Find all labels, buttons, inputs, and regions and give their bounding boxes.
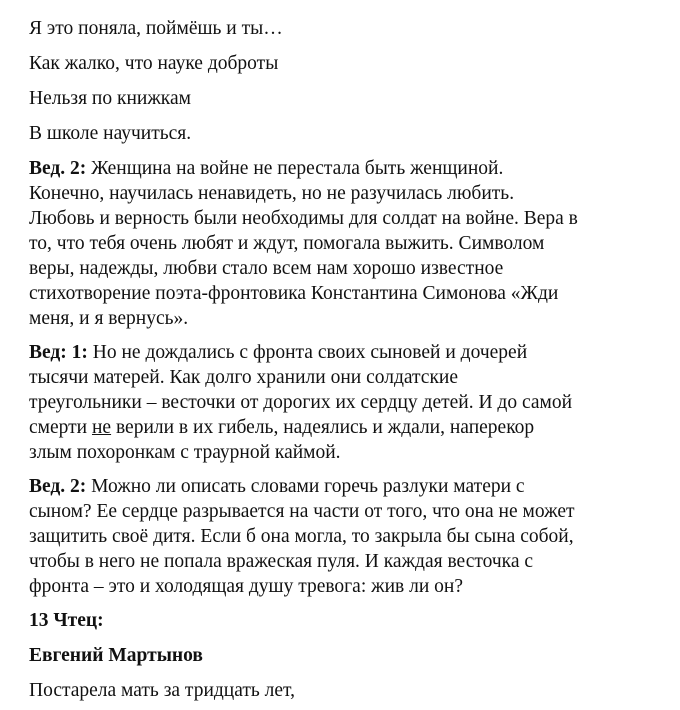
paragraph-presenter-2a [29, 156, 674, 331]
paragraph-presenter-2b [29, 474, 674, 599]
verse-intro [29, 16, 674, 146]
paragraph-text: Можно ли описать словами горечь разлуки матери с [86, 476, 525, 497]
verse-line: Я это поняла, поймёшь и ты… [29, 18, 283, 39]
paragraph-text-underlined-line [29, 415, 674, 440]
text-after: верили в их гибель, надеялись и ждали, наперекор [111, 417, 535, 438]
author-heading: Евгений Мартынов [29, 645, 203, 666]
text-before: смерти [29, 417, 92, 438]
paragraph-text: сыном? Ее сердце разрывается на части от того, что она не может [29, 501, 575, 522]
paragraph-text: фронта – это и холодящая душу тревога: жив ли он? [29, 576, 463, 597]
paragraph-text: чтобы в него не попала вражеская пуля. И каждая весточка с [29, 551, 534, 572]
paragraph-text: меня, и я вернусь». [29, 308, 189, 329]
reader-heading: 13 Чтец: [29, 610, 104, 631]
paragraph-text: Любовь и верность были необходимы для солдат на войне. Вера в [29, 208, 578, 229]
paragraph-text: то, что тебя очень любят и ждут, помогала выжить. Символом [29, 233, 545, 254]
paragraph-text: веры, надежды, любви стало всем нам хорошо известное [29, 258, 504, 279]
verse-line: Нельзя по книжкам [29, 88, 191, 109]
speaker-label: Вед. 2: [29, 476, 87, 497]
paragraph-text: защитить своё дитя. Если б она могла, то закрыла бы сына собой, [29, 526, 574, 547]
paragraph-text: стихотворение поэта-фронтовика Константина Симонова «Жди [29, 283, 559, 304]
paragraph-text: Конечно, научилась ненавидеть, но не разучилась любить. [29, 183, 515, 204]
paragraph-text: Но не дождались с фронта своих сыновей и дочерей [87, 342, 528, 363]
paragraph-presenter-1 [29, 340, 674, 465]
paragraph-text: тысячи матерей. Как долго хранили они солдатские [29, 367, 459, 388]
speaker-label: Вед: 1: [29, 342, 88, 363]
paragraph-text: Женщина на войне не перестала быть женщиной. [86, 158, 504, 179]
underlined-word: не [91, 417, 112, 438]
poem-line: Постарела мать за тридцать лет, [29, 680, 295, 701]
speaker-label: Вед. 2: [29, 158, 87, 179]
document-page [29, 16, 674, 703]
paragraph-text: злым похоронкам с траурной каймой. [29, 442, 341, 463]
paragraph-text: треугольники – весточки от дорогих их сердцу детей. И до самой [29, 392, 573, 413]
verse-line: Как жалко, что науке доброты [29, 53, 279, 74]
verse-line: В школе научиться. [29, 123, 192, 144]
